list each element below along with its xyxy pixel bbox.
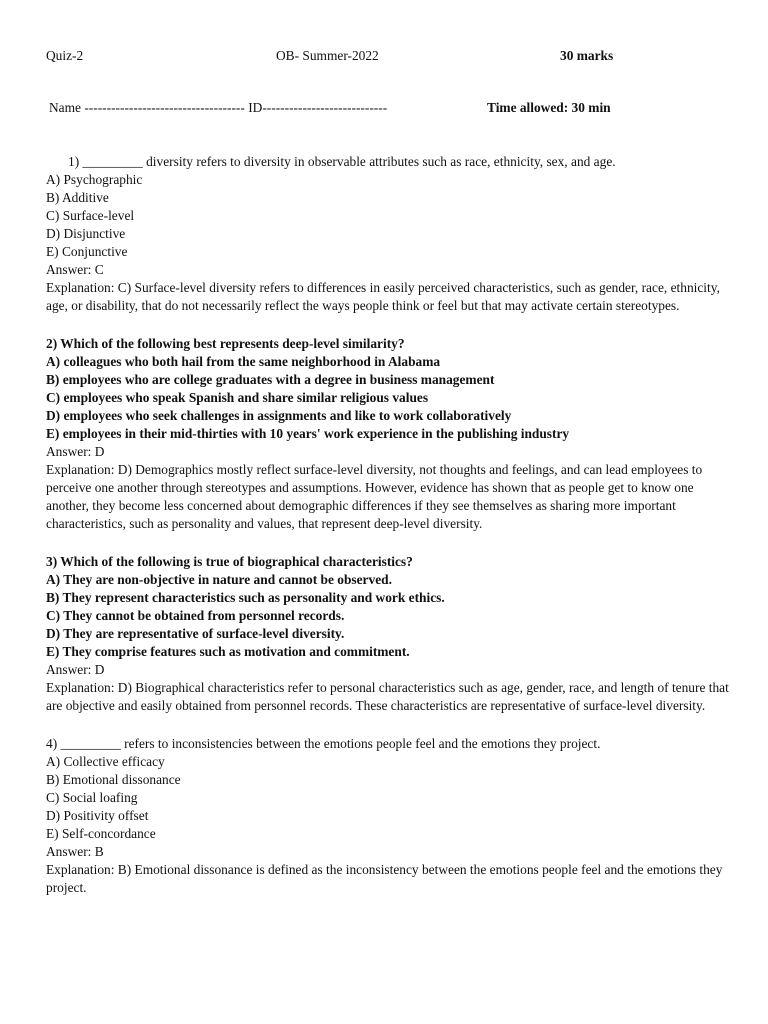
answer: Answer: D bbox=[46, 662, 105, 677]
option-d: D) Positivity offset bbox=[46, 808, 149, 823]
option-b: B) They represent characteristics such as personality and work ethics. bbox=[46, 590, 445, 605]
option-e: E) They comprise features such as motivation and commitment. bbox=[46, 644, 410, 659]
question-stem: 1) _________ diversity refers to diversity in observable attributes such as race, ethnicity, sex, and age. bbox=[68, 154, 616, 169]
option-e: E) employees in their mid-thirties with 10 years' work experience in the publishing industry bbox=[46, 426, 570, 441]
explanation: Explanation: D) Biographical characteristics refer to personal characteristics such as age, gender, race, and length of tenure that are objective and easily obtained from personnel records. These characteristics are representative of surface-level diversity. bbox=[46, 680, 729, 713]
option-c: C) employees who speak Spanish and share similar religious values bbox=[46, 390, 429, 405]
option-d: D) employees who seek challenges in assignments and like to work collaboratively bbox=[46, 408, 512, 423]
option-a: A) colleagues who both hail from the same neighborhood in Alabama bbox=[46, 354, 441, 369]
option-a: A) Psychographic bbox=[46, 172, 143, 187]
option-d: D) They are representative of surface-level diversity. bbox=[46, 626, 345, 641]
option-d: D) Disjunctive bbox=[46, 226, 126, 241]
option-e: E) Conjunctive bbox=[46, 244, 128, 259]
answer: Answer: B bbox=[46, 844, 104, 859]
course-label: OB- Summer-2022 bbox=[276, 48, 379, 63]
answer: Answer: C bbox=[46, 262, 104, 277]
quiz-label: Quiz-2 bbox=[46, 48, 84, 63]
question-2 bbox=[46, 335, 736, 533]
question-stem: 3) Which of the following is true of biographical characteristics? bbox=[46, 554, 413, 569]
marks-label: 30 marks bbox=[560, 48, 614, 63]
question-stem: 2) Which of the following best represents deep-level similarity? bbox=[46, 336, 405, 351]
name-id-line: Name ------------------------------------ ID---------------------------- bbox=[49, 100, 388, 115]
option-c: C) Surface-level bbox=[46, 208, 135, 223]
option-a: A) Collective efficacy bbox=[46, 754, 165, 769]
option-c: C) Social loafing bbox=[46, 790, 138, 805]
explanation: Explanation: B) Emotional dissonance is defined as the inconsistency between the emotions people feel and the emotions they project. bbox=[46, 862, 723, 895]
option-b: B) Additive bbox=[46, 190, 109, 205]
time-allowed: Time allowed: 30 min bbox=[487, 100, 611, 115]
question-1 bbox=[46, 153, 736, 315]
option-c: C) They cannot be obtained from personnel records. bbox=[46, 608, 345, 623]
option-e: E) Self-concordance bbox=[46, 826, 156, 841]
question-3 bbox=[46, 553, 736, 715]
student-info-row bbox=[0, 99, 768, 119]
answer: Answer: D bbox=[46, 444, 105, 459]
question-4 bbox=[46, 735, 736, 897]
option-b: B) Emotional dissonance bbox=[46, 772, 181, 787]
option-b: B) employees who are college graduates with a degree in business management bbox=[46, 372, 495, 387]
questions-list bbox=[46, 153, 736, 917]
option-a: A) They are non-objective in nature and cannot be observed. bbox=[46, 572, 392, 587]
explanation: Explanation: C) Surface-level diversity refers to differences in easily perceived characteristics, such as gender, race, ethnicity, age, or disability, that do not necessarily reflect the ways people think or feel but that may activate certain stereotypes. bbox=[46, 280, 720, 313]
header-row bbox=[0, 47, 768, 67]
question-stem: 4) _________ refers to inconsistencies between the emotions people feel and the emotions they project. bbox=[46, 736, 601, 751]
explanation: Explanation: D) Demographics mostly reflect surface-level diversity, not thoughts and feelings, and can lead employees to perceive one another through stereotypes and assumptions. However, evidence has shown that as people get to know one another, they become less concerned about demographic differences if they see themselves as sharing more important characteristics, such as personality and values, that represent deep-level diversity. bbox=[46, 462, 703, 531]
